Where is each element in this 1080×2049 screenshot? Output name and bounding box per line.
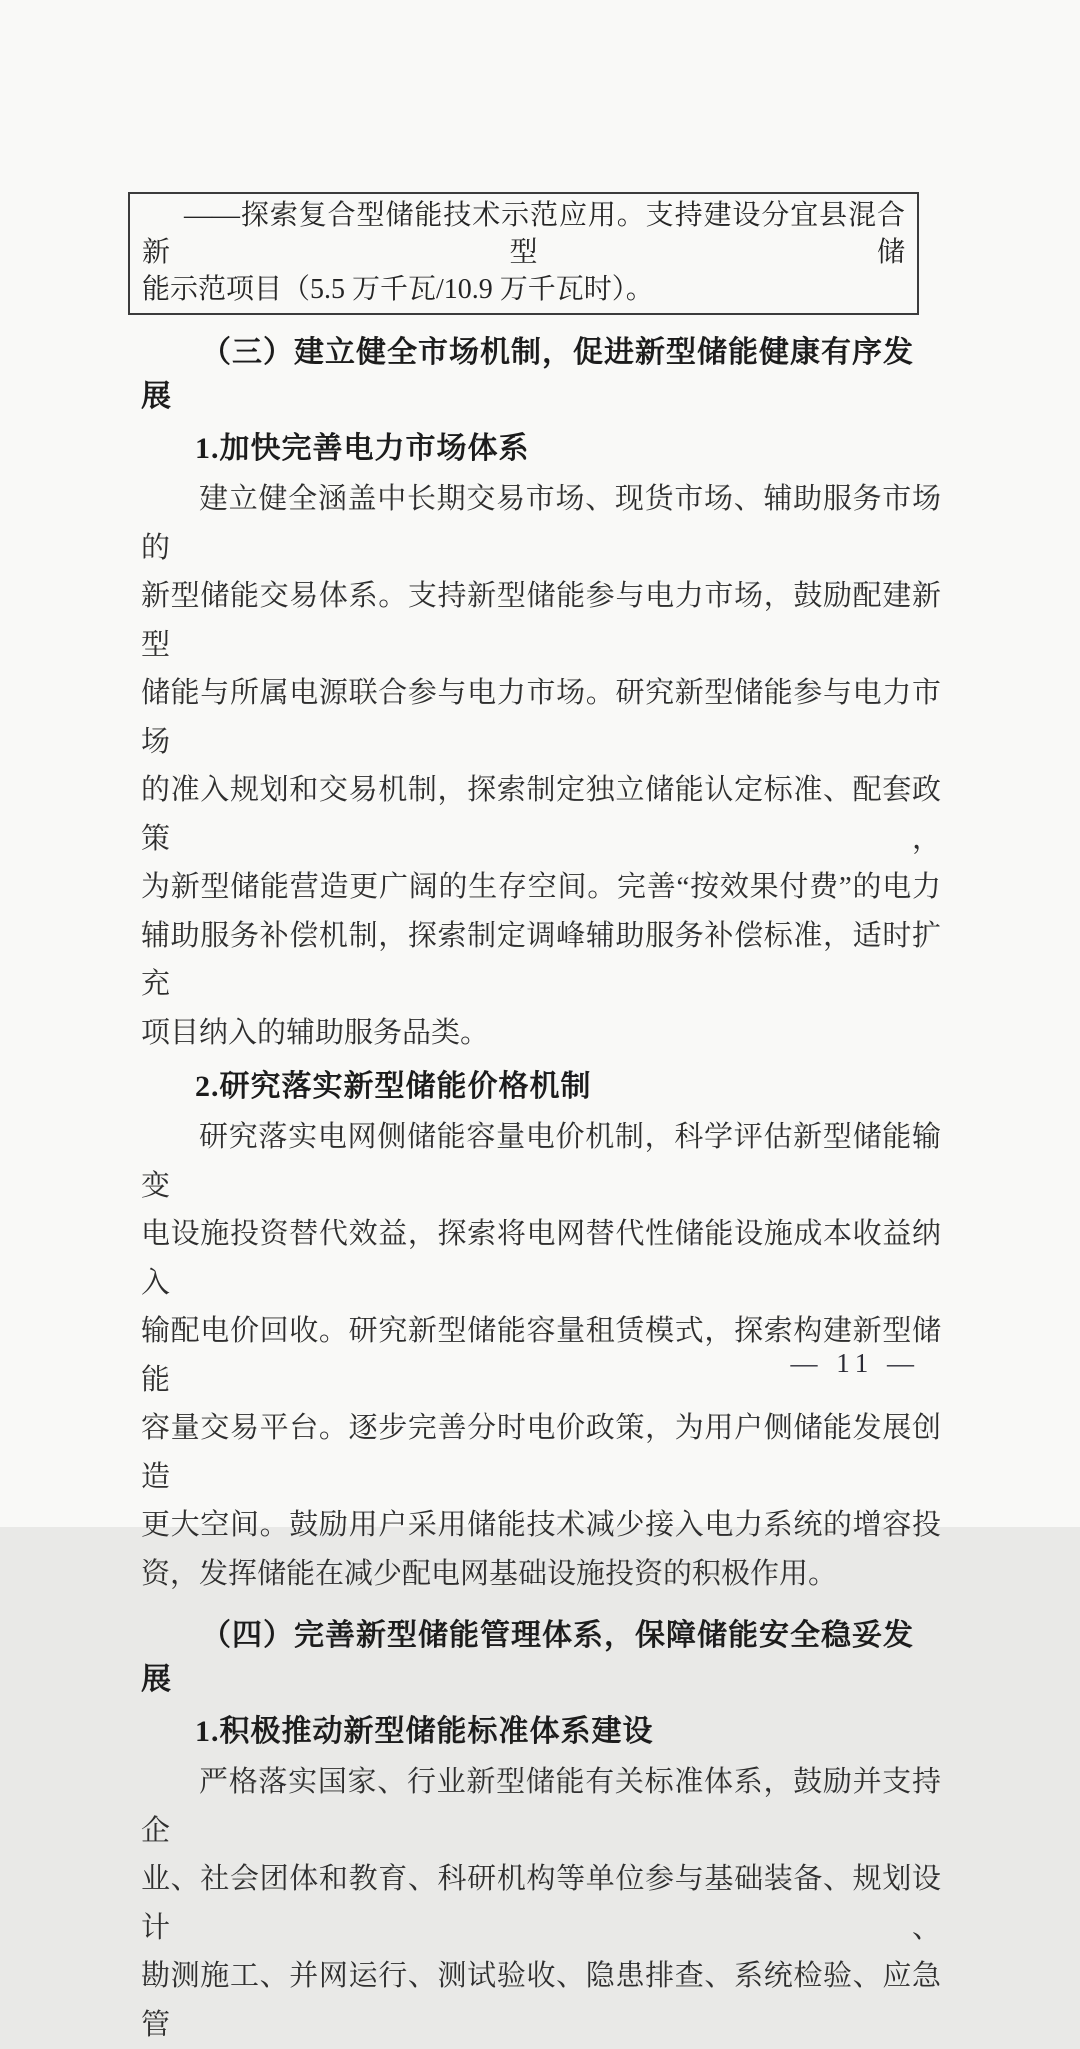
text-line: 建立健全涵盖中长期交易市场、现货市场、辅助服务市场的 [141,483,941,564]
text-line: 业、社会团体和教育、科研机构等单位参与基础装备、规划设计、 [141,1863,941,1944]
text-line: 输配电价回收。研究新型储能容量租赁模式，探索构建新型储能 [141,1315,941,1396]
section-heading-4: （四）完善新型储能管理体系，保障储能安全稳妥发展 [141,1619,914,1696]
text-line: 新型储能交易体系。支持新型储能参与电力市场，鼓励配建新型 [141,580,941,661]
text-line: 能示范项目（5.5 万千瓦/10.9 万千瓦时）。 [142,274,654,305]
text-line: 的准入规划和交易机制，探索制定独立储能认定标准、配套政策， [141,774,941,855]
text-line: ——探索复合型储能技术示范应用。支持建设分宜县混合新型储 [142,200,905,268]
boxed-note-demo-project [128,192,919,315]
subsection-heading-4-1: 1.积极推动新型储能标准体系建设 [195,1715,654,1748]
text-line: 辅助服务补偿机制，探索制定调峰辅助服务补偿标准，适时扩充 [141,919,941,1000]
paragraph-standard-system [141,1758,941,2049]
text-line: 更大空间。鼓励用户采用储能技术减少接入电力系统的增容投 [141,1509,941,1541]
paragraph-market-system [141,475,941,1057]
page-number: — 11 — [790,1348,920,1378]
document-body [141,192,941,2049]
subsection-heading-3-1: 1.加快完善电力市场体系 [195,432,530,465]
section-heading-3: （三）建立健全市场机制，促进新型储能健康有序发展 [141,336,914,413]
text-line: 严格落实国家、行业新型储能有关标准体系，鼓励并支持企 [141,1766,941,1847]
text-line: 研究落实电网侧储能容量电价机制，科学评估新型储能输变 [141,1121,941,1202]
text-line: 为新型储能营造更广阔的生存空间。完善“按效果付费”的电力 [141,871,941,903]
subsection-heading-3-2: 2.研究落实新型储能价格机制 [195,1070,592,1103]
text-line: 项目纳入的辅助服务品类。 [141,1016,490,1049]
text-line: 电设施投资替代效益，探索将电网替代性储能设施成本收益纳入 [141,1218,941,1299]
text-line: 储能与所属电源联合参与电力市场。研究新型储能参与电力市场 [141,677,941,758]
text-line: 勘测施工、并网运行、测试验收、隐患排查、系统检验、应急管 [141,1960,941,2041]
text-line: 资，发挥储能在减少配电网基础设施投资的积极作用。 [141,1557,838,1590]
text-line: 容量交易平台。逐步完善分时电价政策，为用户侧储能发展创造 [141,1412,941,1493]
